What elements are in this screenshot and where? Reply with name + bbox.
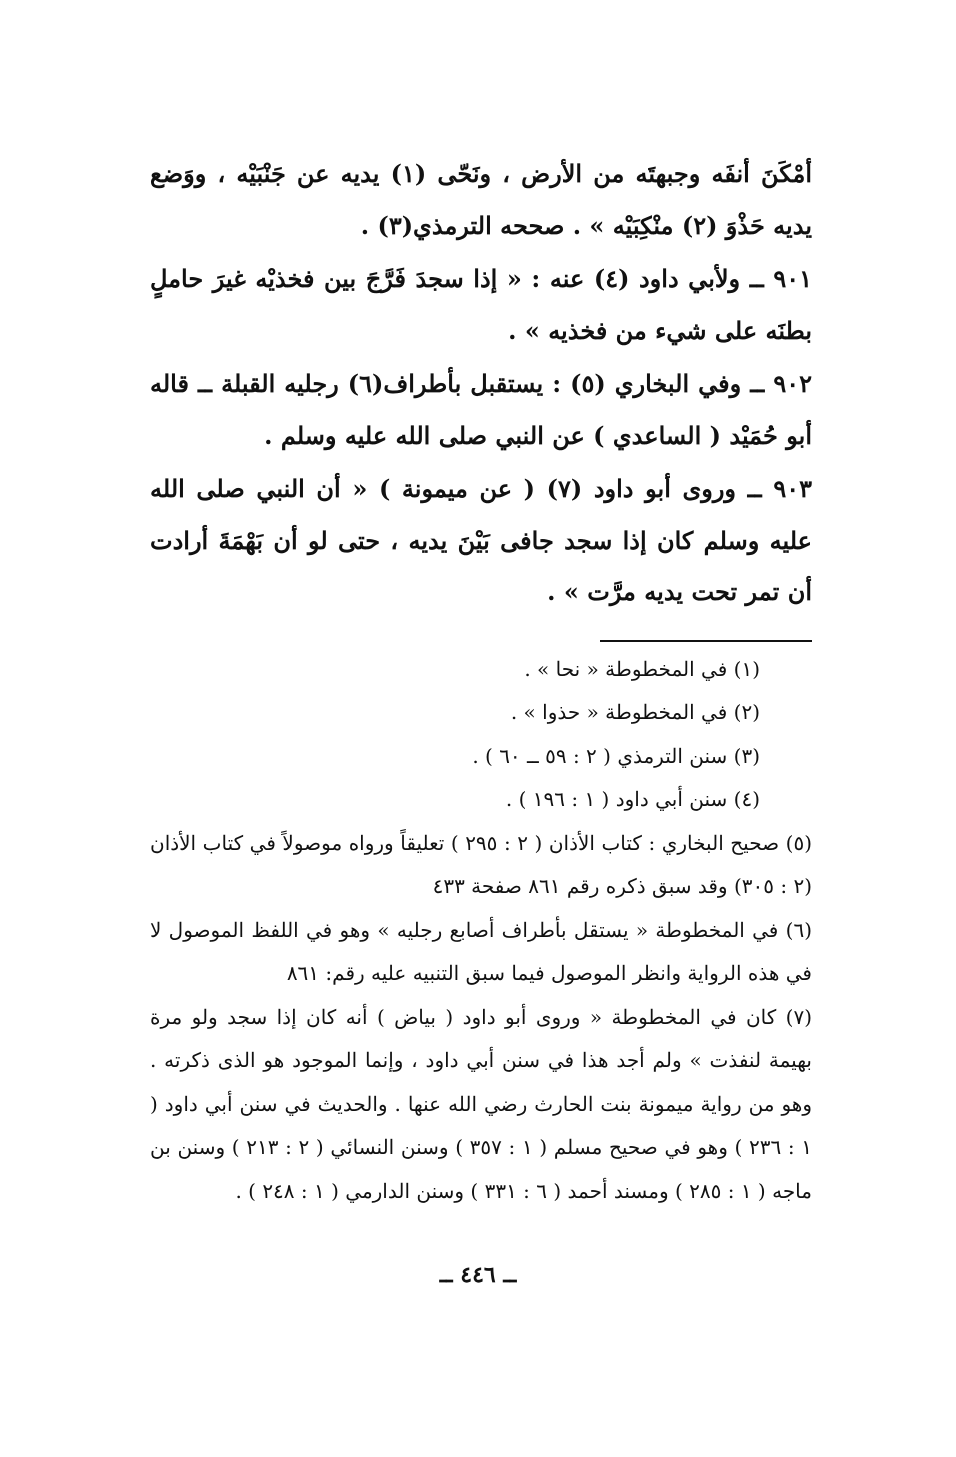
footnote-6: (٦) في المخطوطة « يستقل بأطراف أصابع رجليه » وهو في اللفظ الموصول لا في هذه الرواية وانظر الموصول فيما سبق التنبيه عليه رقم: ٨٦١	[150, 917, 812, 985]
paragraph-continuation: أمْكَنَ أنفَه وجبهتَه من الأرض ، ونَحّى (١) يديه عن جَنْبَيْه ، ووَضع يديه حَذْوَ (٢) منْكِبَيْه » . صححه الترمذي(٣) .	[150, 159, 813, 240]
page-number: ــ ٤٤٦ ــ	[439, 1262, 517, 1288]
hadith-903: ٩٠٣ ــ وروى أبو داود (٧) ( عن ميمونة ) « أن النبي صلى الله عليه وسلم كان إذا سجد جافى بَيْنَ يديه ، حتى لو أن بَهْمَةَ أرادت أن تمر تحت يديه مرَّت » .	[150, 474, 812, 606]
page-body	[150, 148, 812, 1213]
footnote-7: (٧) كان في المخطوطة « وروى أبو داود ( بياض ) أنه كان إذا سجد ولو مرة بهيمة لنفذت » ولم أجد هذا في سنن أبي داود ، وإنما الموجود هو الذى ذكرته . وهو من رواية ميمونة بنت الحارث رضي الله عنها . والحديث في سنن أبي داود ( ١ : ٢٣٦ ) وهو في صحيح مسلم ( ١ : ٣٥٧ ) وسنن النسائي ( ٢ : ٢١٣ ) وسنن بن ماجه ( ١ : ٢٨٥ ) ومسند أحمد ( ٦ : ٣٣١ ) وسنن الدارمي ( ١ : ٢٤٨ ) .	[150, 1004, 813, 1203]
footnote-divider	[600, 640, 812, 642]
footnote-1: (١) في المخطوطة « نحا » .	[524, 656, 760, 681]
footnote-4: (٤) سنن أبي داود ( ١ : ١٩٦ ) .	[505, 787, 760, 811]
footnote-3: (٣) سنن الترمذي ( ٢ : ٥٩ ــ ٦٠ ) .	[472, 743, 760, 768]
footnote-2: (٢) في المخطوطة « حذوا » .	[510, 700, 760, 724]
hadith-901: ٩٠١ ــ ولأبي داود (٤) عنه : « إذا سجدَ فَرَّجَ بين فخذيْه غيرَ حاملٍ بطنَه على شيء من فخذيه » .	[150, 264, 812, 345]
footnote-5: (٥) صحيح البخاري : كتاب الأذان ( ٢ : ٢٩٥ ) تعليقاً ورواه موصولاً في كتاب الأذان (٢ : ٣٠٥) وقد سبق ذكره رقم ٨٦١ صفحة ٤٣٣	[150, 830, 813, 898]
footnotes	[150, 648, 812, 1214]
main-text	[150, 148, 812, 618]
hadith-902: ٩٠٢ ــ وفي البخاري (٥) : يستقبل بأطراف(٦) رجليه القبلة ــ قاله أبو حُمَيْد ( الساعدي ) عن النبي صلى الله عليه وسلم .	[150, 369, 812, 450]
